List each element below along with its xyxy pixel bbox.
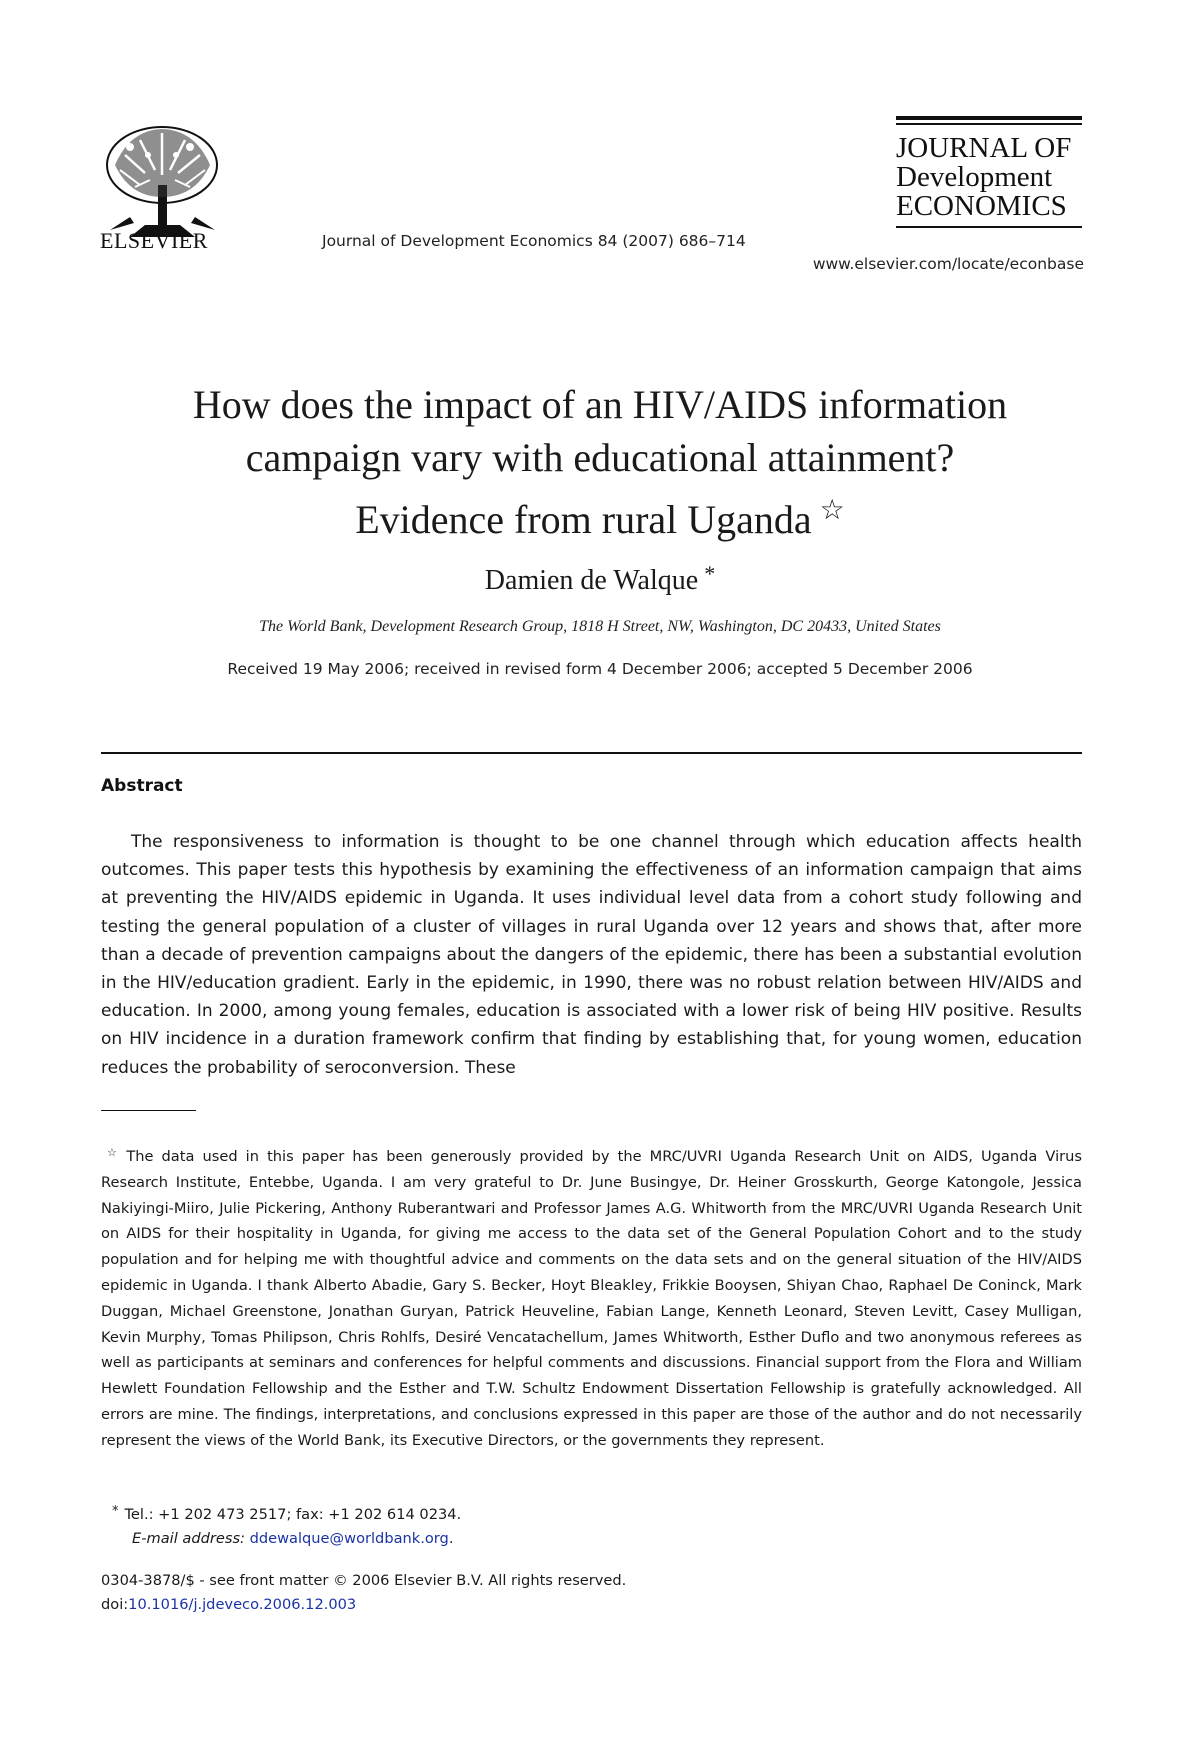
footnote-divider <box>101 1110 196 1111</box>
journal-brand-line: JOURNAL OF <box>896 132 1072 164</box>
contact-footnote-mark: * <box>112 1504 119 1519</box>
title-line: Evidence from rural Uganda <box>355 497 812 542</box>
author-affiliation: The World Bank, Development Research Group, 1818 H Street, NW, Washington, DC 20433, United States <box>259 618 941 635</box>
article-title <box>80 378 1120 546</box>
acknowledgement-text: The data used in this paper has been generously provided by the MRC/UVRI Uganda Research Unit on AIDS, Uganda Virus Research Institute, Entebbe, Uganda. I am very grateful to Dr. June Busingye, Dr. Heiner Grosskurth, George Katongole, Jessica Nakiyingi-Miiro, Julie Pickering, Anthony Ruberantwari and Professor James A.G. Whitworth from the MRC/UVRI Uganda Research Unit on AIDS for their hospitality in Uganda, for giving me access to the data set of the General Population Cohort and to the study population and for helping me with thoughtful advice and comments on the data sets and on the general situation of the HIV/AIDS epidemic in Uganda. I thank Alberto Abadie, Gary S. Becker, Hoyt Bleakley, Frikkie Booysen, Shiyan Chao, Raphael De Coninck, Mark Duggan, Michael Greenstone, Jonathan Guryan, Patrick Heuveline, Fabian Lange, Kenneth Leonard, Steven Levitt, Casey Mulligan, Kevin Murphy, Tomas Philipson, Chris Rohlfs, Desiré Vencatachellum, James Whitworth, Esther Duflo and two anonymous referees as well as participants at seminars and conferences for helpful comments and discussions. Financial support from the Flora and William Hewlett Foundation Fellowship and the Esther and T.W. Schultz Endowment Dissertation Fellowship is gratefully acknowledged. All errors are mine. The findings, interpretations, and conclusions expressed in this paper are those of the author and do not necessarily represent the views of the World Bank, its Executive Directors, or the governments they represent. <box>101 1148 1082 1449</box>
brand-rule-top-thin <box>896 123 1082 125</box>
doi-link[interactable]: 10.1016/j.jdeveco.2006.12.003 <box>128 1596 357 1613</box>
contact-phone-fax: Tel.: +1 202 473 2517; fax: +1 202 614 0234. <box>124 1506 462 1523</box>
journal-brand <box>896 134 1086 221</box>
contact-footnote <box>112 1504 461 1523</box>
title-line: campaign vary with educational attainment? <box>245 435 955 480</box>
email-link[interactable]: ddewalque@worldbank.org <box>249 1530 449 1547</box>
article-history-dates: Received 19 May 2006; received in revised form 4 December 2006; accepted 5 December 2006 <box>227 660 973 678</box>
brand-rule-bottom <box>896 226 1082 228</box>
footnote-star-icon: ☆ <box>107 1146 121 1159</box>
journal-brand-line: Development <box>896 161 1053 193</box>
journal-brand-line: ECONOMICS <box>896 190 1067 222</box>
email-footnote <box>132 1530 453 1547</box>
brand-rule-top <box>896 116 1082 120</box>
author-line <box>80 561 1120 597</box>
title-line: How does the impact of an HIV/AIDS information <box>192 382 1008 427</box>
author-name: Damien de Walque <box>484 565 699 596</box>
journal-url-link[interactable]: www.elsevier.com/locate/econbase <box>812 255 1084 273</box>
email-label: E-mail address: <box>132 1530 245 1547</box>
acknowledgement-footnote <box>101 1140 1082 1454</box>
abstract-text: The responsiveness to information is thought to be one channel through which education affects health outcomes. This paper tests this hypothesis by examining the effectiveness of an information campaign that aims at preventing the HIV/AIDS epidemic in Uganda. It uses individual level data from a cohort study following and testing the general population of a cluster of villages in rural Uganda over 12 years and shows that, after more than a decade of prevention campaigns about the dangers of the epidemic, there has been a substantial evolution in the HIV/education gradient. Early in the epidemic, in 1990, there was no robust relation between HIV/AIDS and education. In 2000, among young females, education is associated with a lower risk of being HIV positive. Results on HIV incidence in a duration framework confirm that finding by establishing that, for young women, education reduces the probability of seroconversion. These <box>101 832 1082 1078</box>
abstract-divider <box>101 752 1082 754</box>
author-footnote-mark[interactable]: * <box>704 561 716 586</box>
doi-line <box>101 1596 356 1613</box>
title-line-last <box>80 484 1120 546</box>
abstract-heading: Abstract <box>101 776 183 796</box>
publisher-name: ELSEVIER <box>100 228 208 253</box>
doi-label: doi: <box>101 1596 129 1613</box>
email-suffix: . <box>448 1530 454 1547</box>
journal-citation: Journal of Development Economics 84 (2007) 686–714 <box>322 232 746 250</box>
issn-copyright: 0304-3878/$ - see front matter © 2006 Elsevier B.V. All rights reserved. <box>101 1572 627 1589</box>
title-footnote-star-icon[interactable]: ☆ <box>819 495 845 526</box>
